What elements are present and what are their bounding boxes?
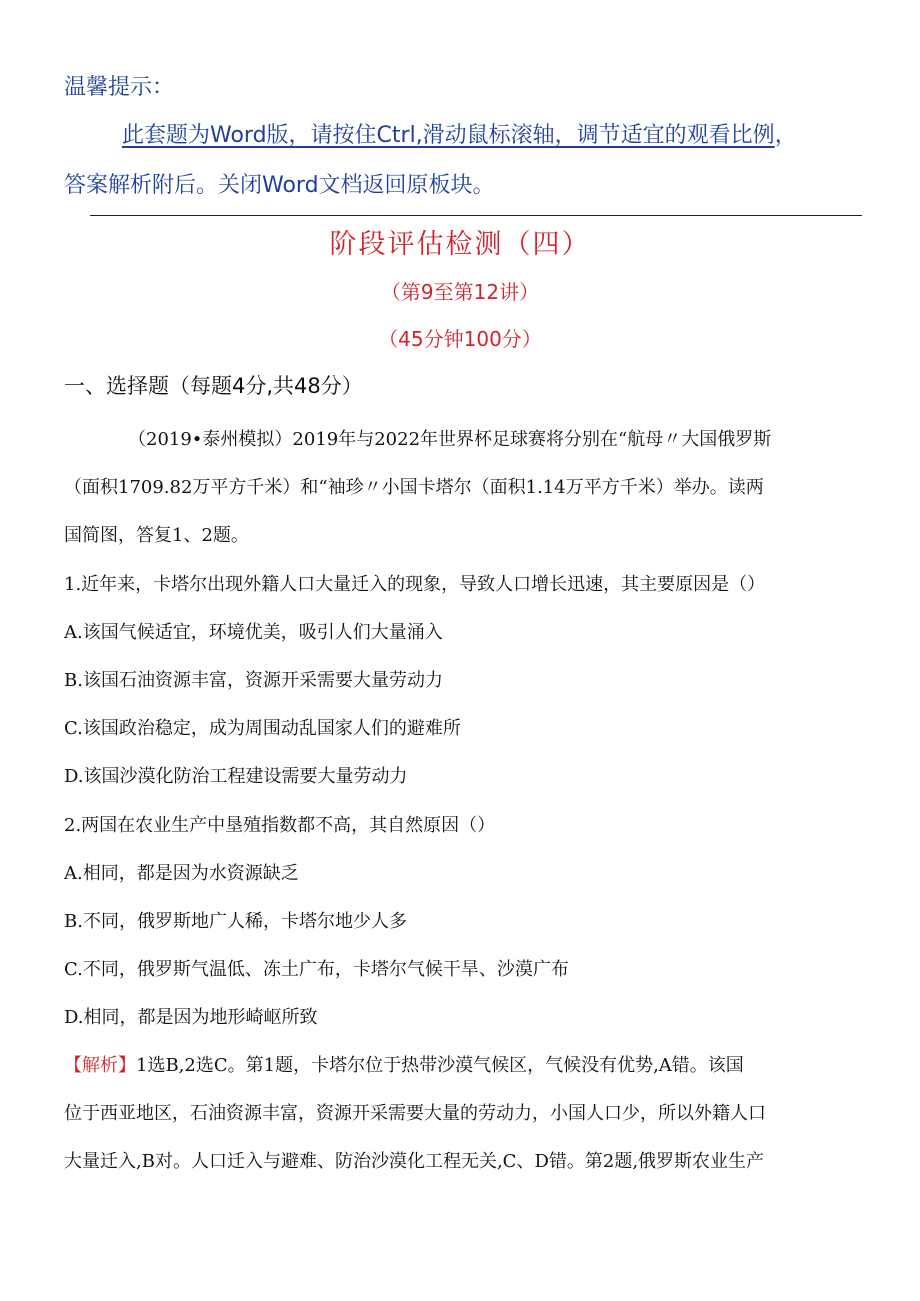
subtitle-time-score: （45分钟100分）	[378, 327, 542, 351]
analysis-line1	[64, 1051, 744, 1077]
page-title: 阶段评估检测（四）	[329, 229, 591, 260]
analysis-line1-text: 1选B,2选C。第1题，卡塔尔位于热带沙漠气候区，气候没有优势,A错。该国	[136, 1055, 744, 1076]
analysis-tag: 【解析】	[64, 1055, 136, 1076]
hint-line1-tail: ，	[774, 123, 797, 148]
hint-title: 温馨提示：	[64, 75, 175, 100]
hint-line1	[122, 118, 797, 149]
question-2-stem: 2.两国在农业生产中垦殖指数都不高，其自然原因（）	[64, 815, 496, 836]
intro-line2: （面积1709.82万平方千米）和“袖珍〃小国卡塔尔（面积1.14万平方千米）举办。读两	[64, 477, 764, 498]
section-heading: 一、选择题（每题4分,共48分）	[64, 374, 363, 398]
analysis-line3: 大量迁入,B对。人口迁入与避难、防治沙漠化工程无关,C、D错。第2题,俄罗斯农业生产	[64, 1151, 765, 1172]
question-2-option-c: C.不同，俄罗斯气温低、冻土广布，卡塔尔气候干旱、沙漠广布	[64, 959, 569, 980]
hint-line1-underlined: 此套题为Word版，请按住Ctrl,滑动鼠标滚轴，调节适宜的观看比例	[122, 123, 775, 148]
intro-line1: （2019•泰州模拟）2019年与2022年世界杯足球赛将分别在“航母〃大国俄罗斯	[128, 429, 772, 450]
question-1-option-b: B.该国石油资源丰富，资源开采需要大量劳动力	[64, 670, 443, 691]
question-2-option-b: B.不同，俄罗斯地广人稀，卡塔尔地少人多	[64, 911, 407, 932]
analysis-line2: 位于西亚地区，石油资源丰富，资源开采需要大量的劳动力，小国人口少，所以外籍人口	[64, 1103, 766, 1124]
question-2-option-a: A.相同，都是因为水资源缺乏	[64, 863, 299, 884]
question-2-option-d: D.相同，都是因为地形崎岖所致	[64, 1007, 318, 1028]
subtitle-lessons: （第9至第12讲）	[380, 280, 540, 304]
question-1-option-d: D.该国沙漠化防治工程建设需要大量劳动力	[64, 766, 408, 787]
question-1-option-a: A.该国气候适宜，环境优美，吸引人们大量涌入	[64, 622, 443, 643]
hint-line2: 答案解析附后。关闭Word文档返回原板块。	[64, 173, 495, 198]
divider-rule	[90, 215, 862, 216]
question-1-stem: 1.近年来，卡塔尔出现外籍人口大量迁入的现象，导致人口增长迅速，其主要原因是（）	[64, 574, 766, 595]
intro-line3: 国简图，答复1、2题。	[64, 525, 249, 546]
question-1-option-c: C.该国政治稳定，成为周围动乱国家人们的避难所	[64, 718, 461, 739]
